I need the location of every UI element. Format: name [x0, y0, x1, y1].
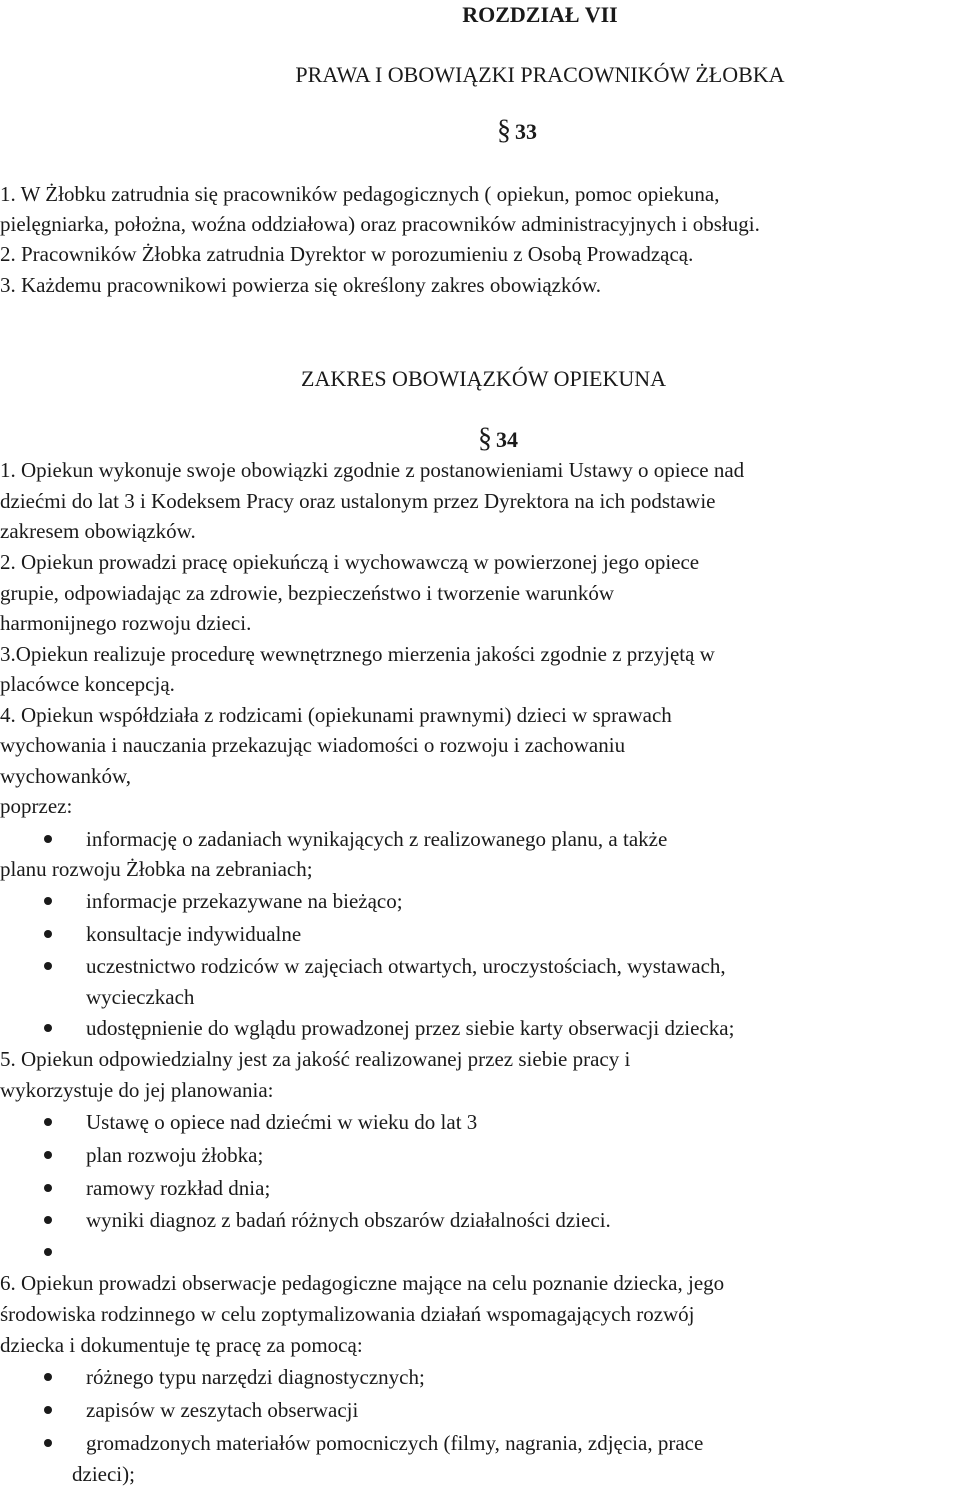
paragraph-line: 5. Opiekun odpowiedzialny jest za jakość realizowanej przez siebie pracy i: [0, 1047, 631, 1071]
bullet-point: [44, 1406, 52, 1414]
section-number: 34: [496, 427, 518, 452]
paragraph-line: 1. W Żłobku zatrudnia się pracowników pedagogicznych ( opiekun, pomoc opiekuna,: [0, 182, 720, 206]
bullet-point: [44, 1024, 52, 1032]
paragraph-line: wychowania i nauczania przekazując wiadomości o rozwoju i zachowaniu: [0, 733, 626, 757]
bullet-point: [44, 962, 52, 970]
bullet-point: [44, 1373, 52, 1381]
list-item: uczestnictwo rodziców w zajęciach otwartych, uroczystościach, wystawach,: [86, 954, 726, 978]
list-item: ramowy rozkład dnia;: [86, 1176, 271, 1200]
paragraph-line: harmonijnego rozwoju dzieci.: [0, 611, 252, 635]
paragraph-line: poprzez:: [0, 794, 73, 818]
paragraph-line: zakresem obowiązków.: [0, 519, 196, 543]
bullet-point: [44, 930, 52, 938]
paragraph-line: 2. Opiekun prowadzi pracę opiekuńczą i wychowawczą w powierzonej jego opiece: [0, 550, 700, 574]
bullet-point: [44, 1184, 52, 1192]
paragraph-line: 3.Opiekun realizuje procedurę wewnętrznego mierzenia jakości zgodnie z przyjętą w: [0, 642, 715, 666]
bullet-point: [44, 835, 52, 843]
bullet-point: [44, 1248, 52, 1256]
paragraph-line: środowiska rodzinnego w celu zoptymalizowania działań wspomagających rozwój: [0, 1302, 695, 1326]
list-item: udostępnienie do wglądu prowadzonej przez siebie karty obserwacji dziecka;: [86, 1016, 735, 1040]
section-symbol: §: [478, 423, 492, 454]
paragraph-line: 2. Pracowników Żłobka zatrudnia Dyrektor w porozumieniu z Osobą Prowadzącą.: [0, 242, 694, 266]
paragraph-line: 1. Opiekun wykonuje swoje obowiązki zgodnie z postanowieniami Ustawy o opiece nad: [0, 458, 745, 482]
list-item: plan rozwoju żłobka;: [86, 1143, 264, 1167]
paragraph-line: grupie, odpowiadając za zdrowie, bezpieczeństwo i tworzenie warunków: [0, 581, 614, 605]
paragraph-line: 6. Opiekun prowadzi obserwacje pedagogiczne mające na celu poznanie dziecka, jego: [0, 1271, 725, 1295]
list-item-continuation: dzieci);: [72, 1462, 135, 1486]
paragraph-line: dziećmi do lat 3 i Kodeksem Pracy oraz ustalonym przez Dyrektora na ich podstawie: [0, 489, 716, 513]
paragraph-line: 4. Opiekun współdziała z rodzicami (opiekunami prawnymi) dzieci w sprawach: [0, 703, 672, 727]
list-item-continuation: wycieczkach: [86, 985, 195, 1009]
paragraph-line: placówce koncepcją.: [0, 672, 175, 696]
bullet-point: [44, 1439, 52, 1447]
list-item: informację o zadaniach wynikających z realizowanego planu, a także: [86, 827, 668, 851]
list-item: gromadzonych materiałów pomocniczych (filmy, nagrania, zdjęcia, prace: [86, 1431, 704, 1455]
paragraph-line: pielęgniarka, położna, woźna oddziałowa) oraz pracowników administracyjnych i obsługi.: [0, 212, 760, 236]
list-item: Ustawę o opiece nad dziećmi w wieku do lat 3: [86, 1110, 478, 1134]
paragraph-line: 3. Każdemu pracownikowi powierza się określony zakres obowiązków.: [0, 273, 602, 297]
bullet-point: [44, 1151, 52, 1159]
bullet-point: [44, 1118, 52, 1126]
list-item: wyniki diagnoz z badań różnych obszarów działalności dzieci.: [86, 1208, 611, 1232]
paragraph-line: wykorzystuje do jej planowania:: [0, 1078, 274, 1102]
list-item: informacje przekazywane na bieżąco;: [86, 889, 403, 913]
list-item: konsultacje indywidualne: [86, 922, 302, 946]
paragraph-line: dziecka i dokumentuje tę pracę za pomocą:: [0, 1333, 363, 1357]
section-symbol: §: [497, 115, 511, 146]
list-item: różnego typu narzędzi diagnostycznych;: [86, 1365, 425, 1389]
bullet-point: [44, 1216, 52, 1224]
section-number: 33: [515, 119, 537, 144]
paragraph-line: planu rozwoju Żłobka na zebraniach;: [0, 857, 313, 881]
section-heading: ZAKRES OBOWIĄZKÓW OPIEKUNA: [301, 366, 667, 391]
chapter-subtitle: PRAWA I OBOWIĄZKI PRACOWNIKÓW ŻŁOBKA: [295, 62, 785, 87]
bullet-point: [44, 897, 52, 905]
chapter-title: ROZDZIAŁ VII: [462, 2, 618, 27]
section-marker-34: [478, 423, 518, 454]
list-item: zapisów w zeszytach obserwacji: [86, 1398, 359, 1422]
paragraph-line: wychowanków,: [0, 764, 132, 788]
section-marker-33: [497, 115, 537, 146]
